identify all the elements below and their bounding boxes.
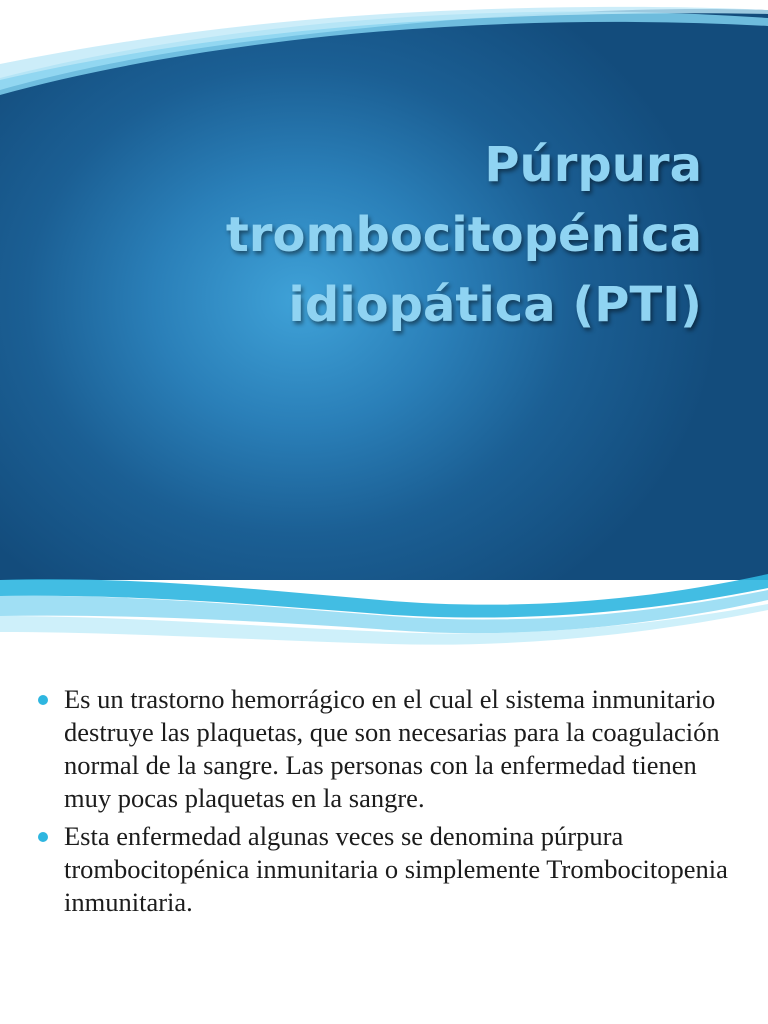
- list-item: [38, 683, 738, 815]
- list-item: [38, 820, 738, 919]
- title-line-2: idiopática (PTI): [288, 277, 702, 333]
- bottom-wave-decoration: [0, 560, 768, 670]
- title-line-1: Púrpura trombocitopénica: [225, 137, 702, 263]
- bullet-dot-icon: [38, 832, 48, 842]
- top-wave-decoration: [0, 0, 768, 110]
- bullet-list: [38, 683, 738, 924]
- slide-title: [30, 130, 702, 340]
- bullet-text: Es un trastorno hemorrágico en el cual el sistema inmunitario destruye las plaquetas, que son necesarias para la coagulación normal de la sangre. Las personas con la enfermedad tienen muy pocas plaquetas en la sangre.: [64, 684, 720, 813]
- bullet-dot-icon: [38, 695, 48, 705]
- bullet-text: Esta enfermedad algunas veces se denomina púrpura trombocitopénica inmunitaria o simplemente Trombocitopenia inmunitaria.: [64, 821, 728, 917]
